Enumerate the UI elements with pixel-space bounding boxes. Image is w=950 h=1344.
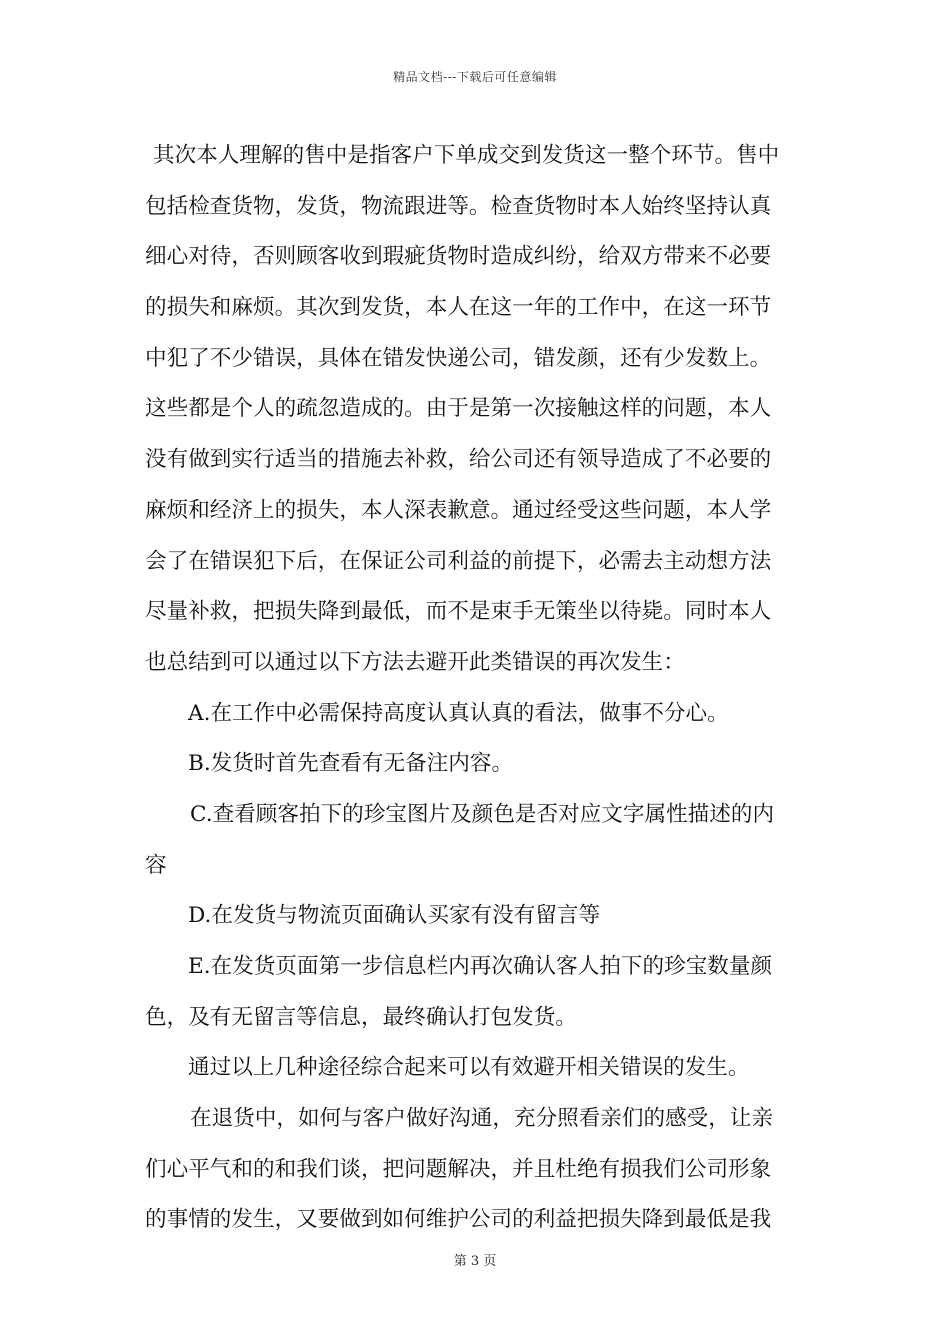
text-line: 在退货中，如何与客户做好沟通，充分照看亲们的感受，让亲 — [190, 1106, 774, 1132]
list-item-b: B.发货时首先查看有无备注内容。 — [188, 751, 514, 777]
text-line: 其次本人理解的售中是指客户下单成交到发货这一整个环节。售中 — [153, 143, 780, 168]
page-number: 第 3 页 — [453, 1254, 497, 1269]
text-line: 没有做到实行适当的措施去补救，给公司还有领导造成了不必要的 — [145, 447, 772, 473]
list-item-e-continued: 色，及有无留言等信息，最终确认打包发货。 — [145, 1004, 577, 1030]
text-line: 中犯了不少错误，具体在错发快递公司，错发颜，还有少发数上。 — [145, 345, 772, 371]
text-line: 包括检查货物，发货，物流跟进等。检查货物时本人始终坚持认真 — [145, 193, 772, 219]
text-line: 这些都是个人的疏忽造成的。由于是第一次接触这样的问题，本人 — [145, 396, 772, 422]
document-body — [145, 131, 810, 1246]
list-item-c: C.查看顾客拍下的珍宝图片及颜色是否对应文字属性描述的内 — [190, 801, 775, 827]
text-line: 的事情的发生，又要做到如何维护公司的利益把损失降到最低是我 — [145, 1207, 772, 1233]
text-line: 细心对待，否则顾客收到瑕疵货物时造成纠纷，给双方带来不必要 — [145, 244, 772, 270]
page-header: 精品文档---下载后可任意编辑 — [393, 70, 557, 84]
text-line: 的损失和麻烦。其次到发货，本人在这一年的工作中，在这一环节 — [145, 295, 772, 321]
list-item-d: D.在发货与物流页面确认买家有没有留言等 — [188, 903, 601, 929]
text-line: 麻烦和经济上的损失，本人深表歉意。通过经受这些问题，本人学 — [145, 497, 772, 523]
text-line: 尽量补救，把损失降到最低，而不是束手无策坐以待毙。同时本人 — [145, 599, 772, 625]
list-item-e: E.在发货页面第一步信息栏内再次确认客人拍下的珍宝数量颜 — [188, 954, 773, 979]
list-item-c-continued: 容 — [145, 852, 167, 878]
text-line: 会了在错误犯下后，在保证公司利益的前提下，必需去主动想方法 — [145, 548, 772, 574]
text-line: 也总结到可以通过以下方法去避开此类错误的再次发生： — [145, 649, 685, 675]
text-line: 们心平气和的和我们谈，把问题解决，并且杜绝有损我们公司形象 — [145, 1156, 772, 1182]
text-line: 通过以上几种途径综合起来可以有效避开相关错误的发生。 — [188, 1055, 750, 1081]
list-item-a: A.在工作中必需保持高度认真认真的看法，做事不分心。 — [188, 700, 729, 726]
